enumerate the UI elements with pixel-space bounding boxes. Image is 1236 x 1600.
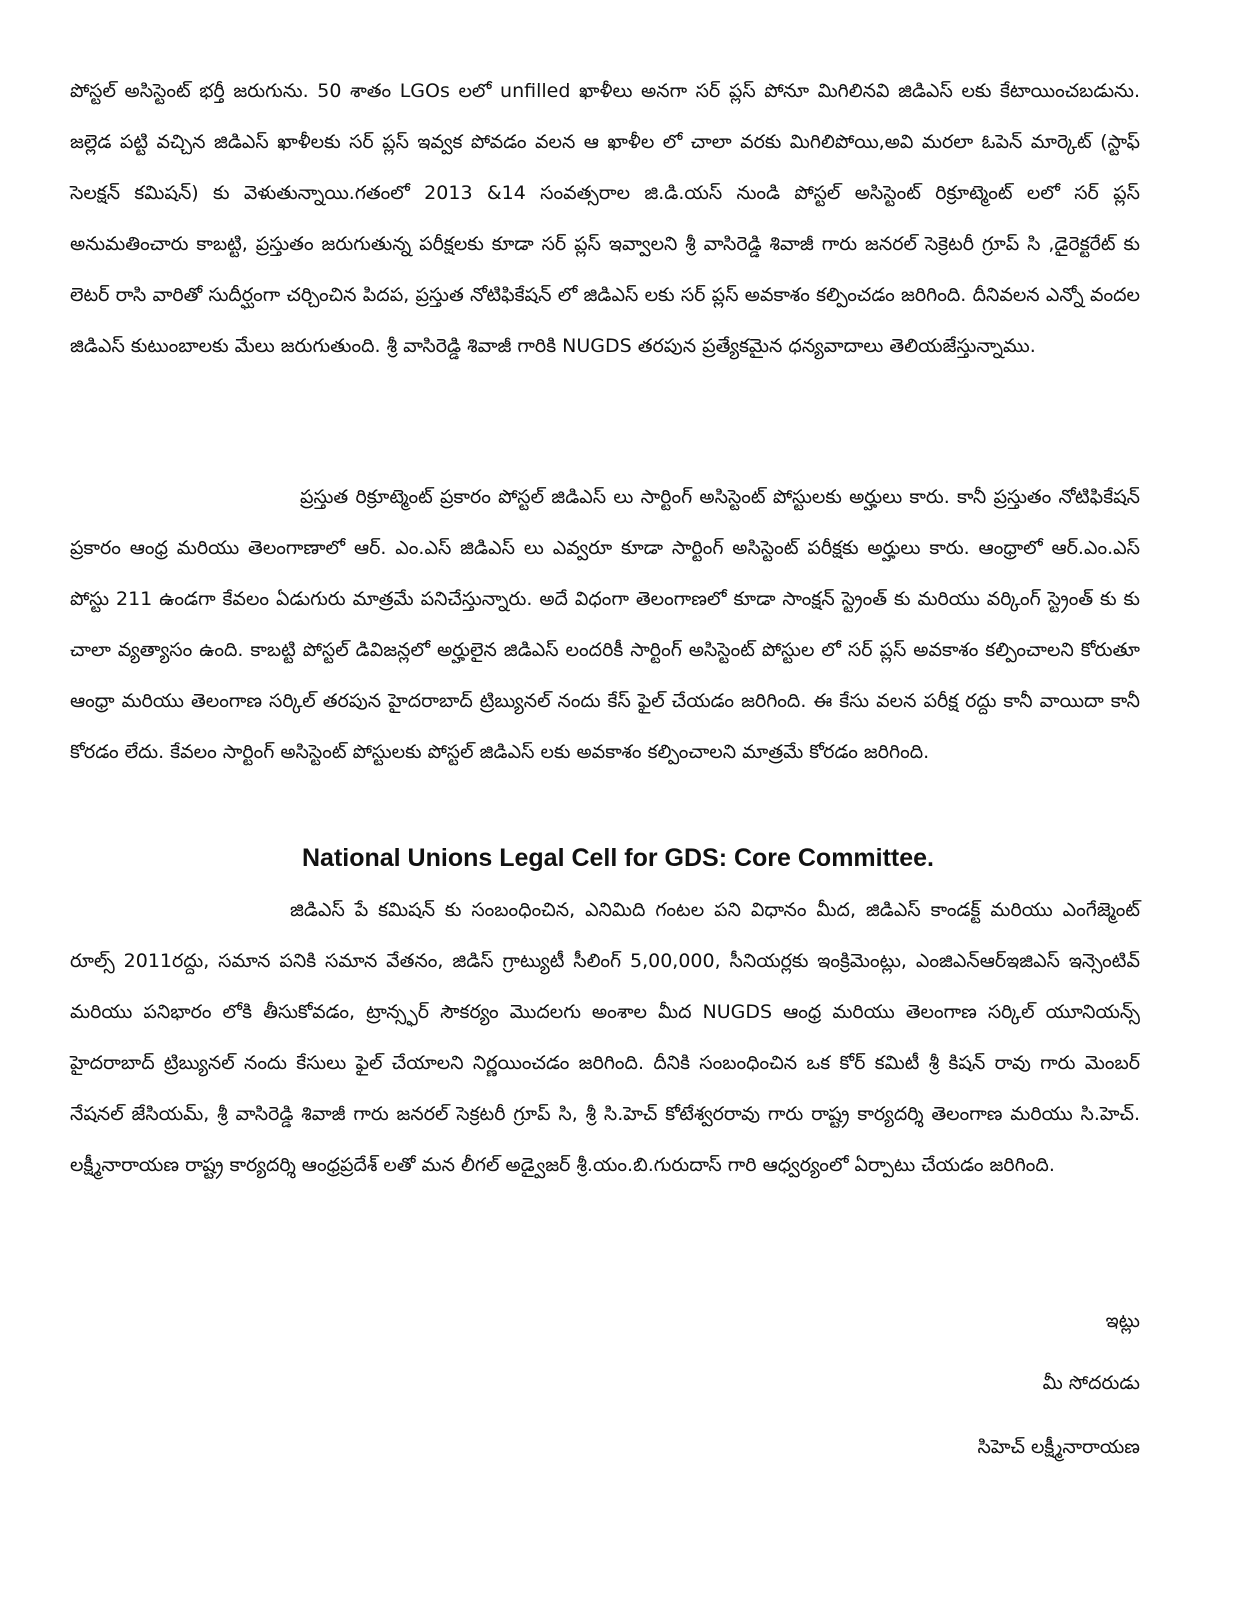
paragraph-core-committee: జిడిఎస్ పే కమిషన్ కు సంబంధించిన, ఎనిమిది గంటల పని విధానం మీద, జిడిఎస్ కాండక్ట్ మరియు ఎంగేజ్మెంట్ రూల్స్ 2011రద్దు, సమాన పనికి సమాన వేతనం, జిడిస్ గ్రాట్యుటీ సీలింగ్ 5,00,000, సీనియర్లకు ఇంక్రిమెంట్లు, ఎంజిఎన్ఆర్ఇజిఎస్ ఇన్సెంటివ్ మరియు పనిభారం లోకి తీసుకోవడం, ట్రాన్స్ఫర్ సౌకర్యం మొదలగు అంశాల మీద NUGDS ఆంధ్ర మరియు తెలంగాణ సర్కిల్ యూనియన్స్ హైదరాబాద్ ట్రిబ్యునల్ నందు కేసులు ఫైల్ చేయాలని నిర్ణయించడం జరిగింది. దీనికి సంబంధించిన ఒక కోర్ కమిటీ శ్రీ కిషన్ రావు గారు మెంబర్ నేషనల్ జేసియమ్, శ్రీ వాసిరెడ్డి శివాజీ గారు జనరల్ సెక్రటరీ గ్రూప్ సి, శ్రీ సి.హెచ్ కోటేశ్వరరావు గారు రాష్ట్ర కార్యదర్శి తెలంగాణ మరియు సి.హెచ్. లక్ష్మీనారాయణ రాష్ట్ర కార్యదర్శి ఆంధ్రప్రదేశ్ లతో మన లీగల్ అడ్వైజర్ శ్రీ.యం.బి.గురుదాస్ గారి ఆధ్వర్యంలో ఏర్పాటు చేయడం జరిగింది. [70,899,1140,1176]
paragraph-surplus-gds: పోస్టల్ అసిస్టెంట్ భర్తీ జరుగును. 50 శాతం LGOs లలో unfilled ఖాళీలు అనగా సర్ ప్లస్ పోనూ మిగిలినవి జిడిఎస్ లకు కేటాయించబడును. జల్లెడ పట్టి వచ్చిన జిడిఎస్ ఖాళీలకు సర్ ప్లస్ ఇవ్వక పోవడం వలన ఆ ఖాళీల లో చాలా వరకు మిగిలిపోయి,అవి మరలా ఓపెన్ మార్కెట్ (స్టాఫ్ సెలక్షన్ కమిషన్) కు వెళుతున్నాయి.గతంలో 2013 &14 సంవత్సరాల జి.డి.యస్ నుండి పోస్టల్ అసిస్టెంట్ రిక్రూట్మెంట్ లలో సర్ ప్లస్ అనుమతించారు కాబట్టి, ప్రస్తుతం జరుగుతున్న పరీక్షలకు కూడా సర్ ప్లస్ ఇవ్వాలని శ్రీ వాసిరెడ్డి శివాజీ గారు జనరల్ సెక్రెటరీ గ్రూప్ సి ,డైరెక్టరేట్ కు లెటర్ రాసి వారితో సుదీర్ఘంగా చర్చించిన పిదప, ప్రస్తుత నోటిఫికేషన్ లో జిడిఎస్ లకు సర్ ప్లస్ అవకాశం కల్పించడం జరిగింది. దీనివలన ఎన్నో వందల జిడిఎస్ కుటుంబాలకు మేలు జరుగుతుంది. శ్రీ వాసిరెడ్డి శివాజీ గారికి NUGDS తరపున ప్రత్యేకమైన ధన్యవాదాలు తెలియజేస్తున్నాము. [70,80,1140,357]
signature-name: సిహెచ్ లక్ష్మీనారాయణ [977,1436,1140,1458]
paragraph-sorting-assistant: ప్రస్తుత రిక్రూట్మెంట్ ప్రకారం పోస్టల్ జిడిఎస్ లు సార్టింగ్ అసిస్టెంట్ పోస్టులకు అర్హులు కారు. కానీ ప్రస్తుతం నోటిఫికేషన్ ప్రకారం ఆంధ్ర మరియు తెలంగాణాలో ఆర్. ఎం.ఎస్ జిడిఎస్ లు ఎవ్వరూ కూడా సార్టింగ్ అసిస్టెంట్ పరీక్షకు అర్హులు కారు. ఆంధ్రాలో ఆర్.ఎం.ఎస్ పోస్టు 211 ఉండగా కేవలం ఏడుగురు మాత్రమే పనిచేస్తున్నారు. అదే విధంగా తెలంగాణలో కూడా సాంక్షన్ స్ట్రెంత్ కు మరియు వర్కింగ్ స్ట్రెంత్ కు కు చాలా వ్యత్యాసం ఉంది. కాబట్టి పోస్టల్ డివిజన్లలో అర్హులైన జిడిఎస్ లందరికీ సార్టింగ్ అసిస్టెంట్ పోస్టుల లో సర్ ప్లస్ అవకాశం కల్పించాలని కోరుతూ ఆంధ్రా మరియు తెలంగాణ సర్కిల్ తరపున హైదరాబాద్ ట్రిబ్యునల్ నందు కేస్ ఫైల్ చేయడం జరిగింది. ఈ కేసు వలన పరీక్ష రద్దు కానీ వాయిదా కానీ కోరడం లేదు. కేవలం సార్టింగ్ అసిస్టెంట్ పోస్టులకు పోస్టల్ జిడిఎస్ లకు అవకాశం కల్పించాలని మాత్రమే కోరడం జరిగింది. [70,486,1140,763]
section-heading: National Unions Legal Cell for GDS: Core Committee. [301,844,935,872]
signature-relation: మీ సోదరుడు [1042,1372,1140,1394]
signature-closing: ఇట్లు [1105,1310,1140,1332]
